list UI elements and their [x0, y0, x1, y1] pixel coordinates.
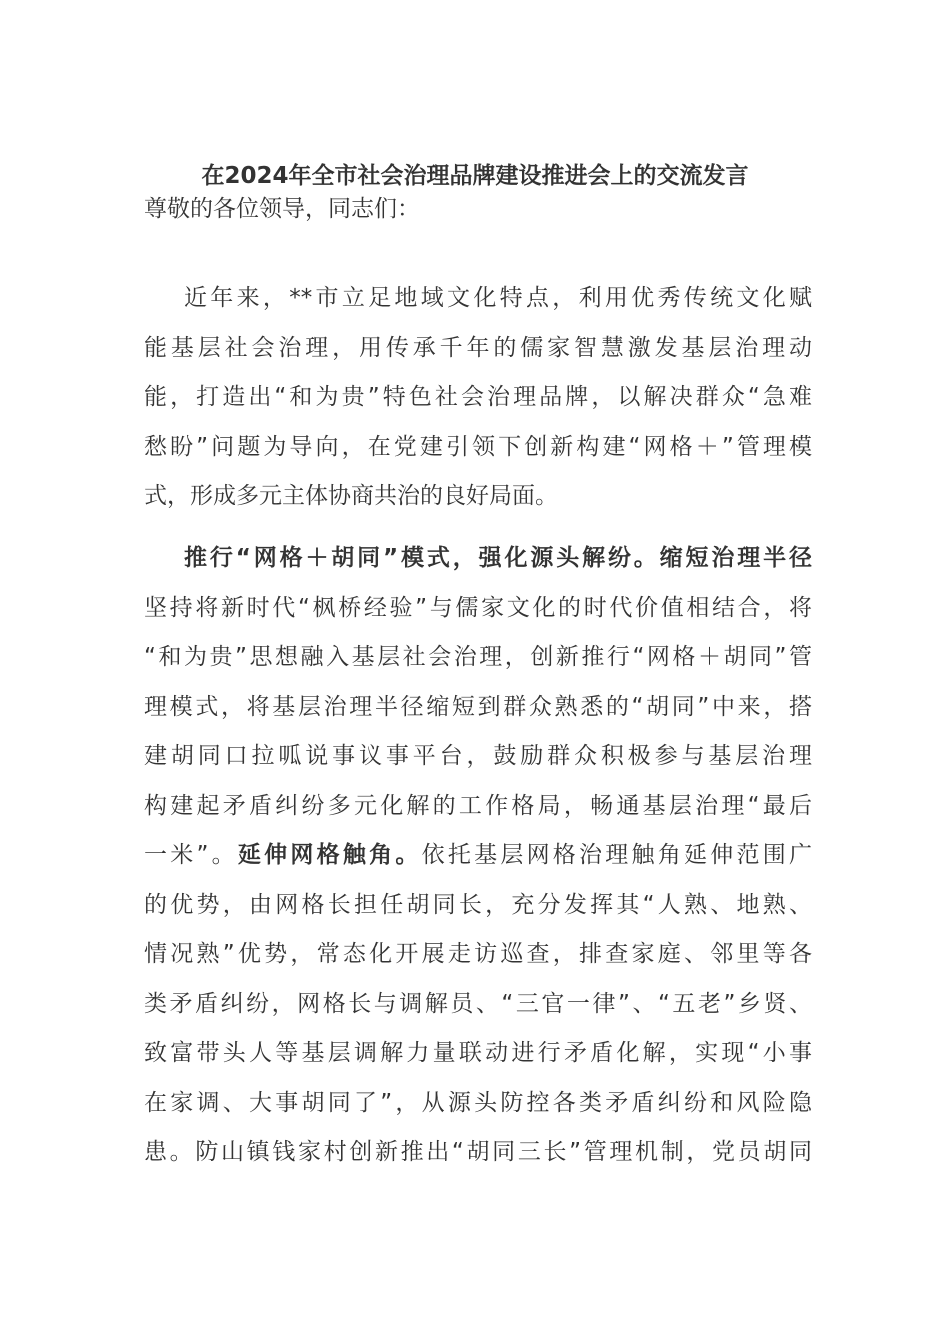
paragraph-grid-hutong — [144, 534, 812, 1178]
paragraph-line: 能，打造出“和为贵”特色社会治理品牌，以解决群众“急难 — [144, 384, 812, 410]
paragraph-line: 坚持将新时代“枫桥经验”与儒家文化的时代价值相结合，将 — [144, 594, 812, 621]
paragraph-line: 患。防山镇钱家村创新推出“胡同三长”管理机制，党员胡同 — [144, 1139, 812, 1165]
section-heading: 推行“网格＋胡同”模式，强化源头解纷。缩短治理半径 — [184, 545, 812, 571]
line-suffix: 依托基层网格治理触角延伸范围广 — [421, 842, 812, 868]
paragraph-line: 情况熟”优势，常态化开展走访巡查，排查家庭、邻里等各 — [144, 941, 812, 967]
paragraph-line: 构建起矛盾纠纷多元化解的工作格局，畅通基层治理“最后 — [144, 792, 812, 819]
paragraph-line: 在家调、大事胡同了”，从源头防控各类矛盾纠纷和风险隐 — [144, 1089, 812, 1116]
paragraph-line-mixed — [144, 831, 812, 881]
salutation: 尊敬的各位领导，同志们： — [144, 196, 420, 222]
paragraph-line: 类矛盾纠纷，网格长与调解员、“三官一律”、“五老”乡贤、 — [144, 990, 812, 1017]
paragraph-line: 建胡同口拉呱说事议事平台，鼓励群众积极参与基层治理 — [144, 743, 812, 769]
paragraph-line: 愁盼”问题为导向，在党建引领下创新构建“网格＋”管理模 — [144, 433, 812, 460]
paragraph-line: 的优势，由网格长担任胡同长，充分发挥其“人熟、地熟、 — [144, 891, 812, 918]
paragraph-intro — [144, 274, 812, 522]
paragraph-line: “和为贵”思想融入基层社会治理，创新推行“网格＋胡同”管 — [144, 644, 812, 670]
paragraph-line: 能基层社会治理，用传承千年的儒家智慧激发基层治理动 — [144, 334, 812, 361]
document-title: 在2024年全市社会治理品牌建设推进会上的交流发言 — [201, 163, 749, 189]
line-prefix: 一米”。 — [144, 842, 238, 868]
paragraph-line: 近年来，**市立足地域文化特点，利用优秀传统文化赋 — [184, 285, 812, 311]
paragraph-line: 理模式，将基层治理半径缩短到群众熟悉的“胡同”中来，搭 — [144, 693, 812, 720]
subsection-heading: 延伸网格触角。 — [237, 842, 422, 868]
paragraph-line: 致富带头人等基层调解力量联动进行矛盾化解，实现“小事 — [144, 1040, 812, 1066]
paragraph-line: 式，形成多元主体协商共治的良好局面。 — [144, 483, 558, 509]
